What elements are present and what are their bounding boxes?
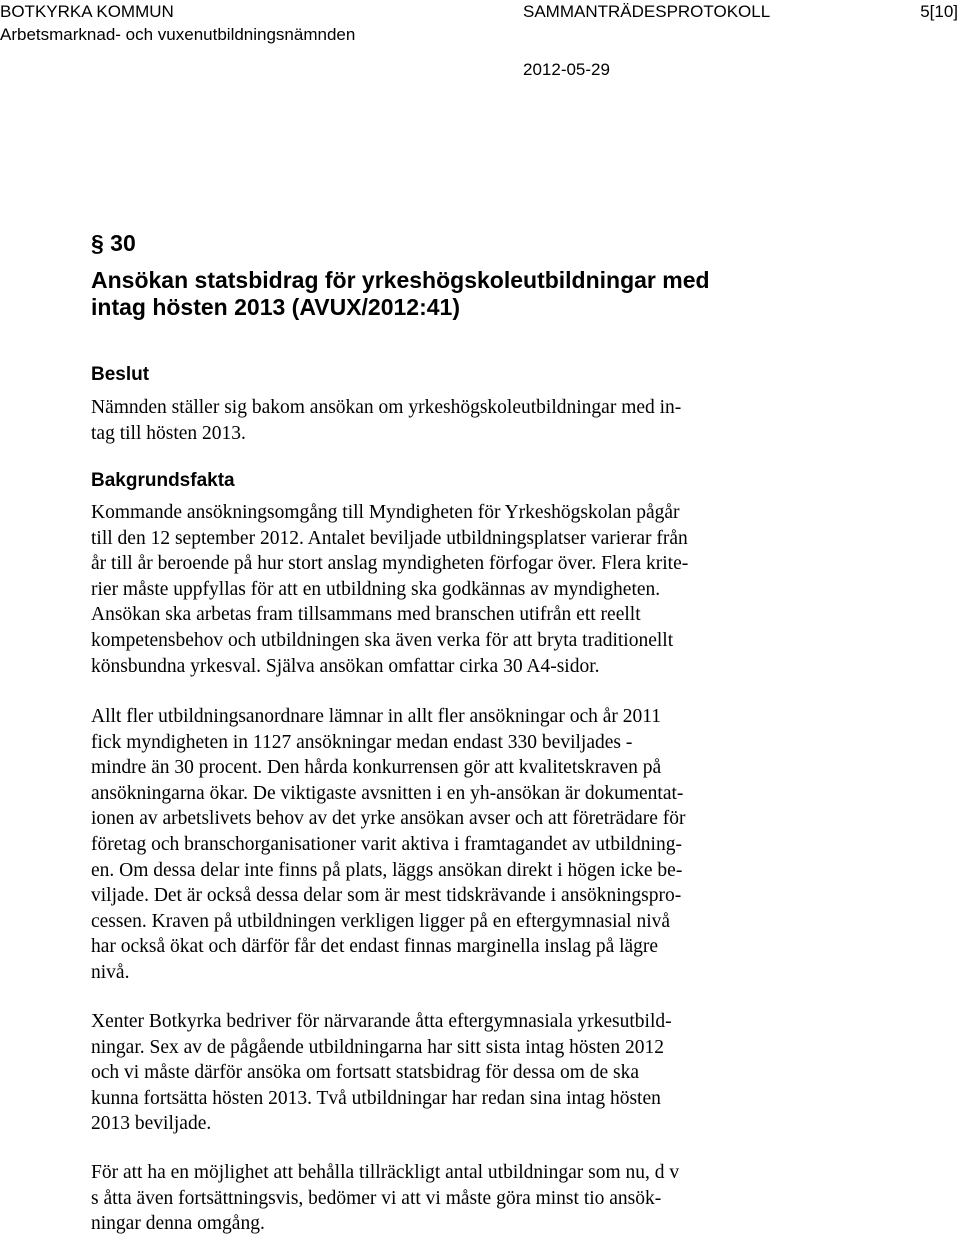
bakgrund-paragraph-3 bbox=[91, 1009, 921, 1137]
text-line: ionen av arbetslivets behov av det yrke ansökan avser och att företrädare för bbox=[91, 808, 686, 830]
text-line: och vi måste därför ansöka om fortsatt statsbidrag för dessa om de ska bbox=[91, 1062, 640, 1084]
text-line: mindre än 30 procent. Den hårda konkurrensen gör att kvalitetskraven på bbox=[91, 757, 662, 779]
text-line: tag till hösten 2013. bbox=[91, 422, 246, 444]
header-doc-type: SAMMANTRÄDESPROTOKOLL bbox=[523, 2, 771, 21]
text-line: har också ökat och därför får det endast finnas marginella inslag på lägre bbox=[91, 936, 659, 958]
bakgrund-paragraph-2 bbox=[91, 704, 921, 986]
text-line: fick myndigheten in 1127 ansökningar medan endast 330 beviljades - bbox=[91, 731, 633, 753]
section-title bbox=[91, 267, 710, 321]
text-line: 2013 beviljade. bbox=[91, 1113, 212, 1135]
text-line: företag och branschorganisationer varit aktiva i framtagandet av utbildning- bbox=[91, 833, 682, 855]
text-line: Xenter Botkyrka bedriver för närvarande åtta eftergymnasiala yrkesutbild- bbox=[91, 1011, 672, 1032]
text-line: till den 12 september 2012. Antalet beviljade utbildningsplatser varierar från bbox=[91, 527, 688, 549]
text-line: en. Om dessa delar inte finns på plats, läggs ansökan direkt i högen icke be- bbox=[91, 859, 683, 881]
text-line: Allt fler utbildningsanordnare lämnar in allt fler ansökningar och år 2011 bbox=[91, 706, 662, 727]
section-title-line: intag hösten 2013 (AVUX/2012:41) bbox=[91, 294, 460, 320]
text-line: könsbundna yrkesval. Själva ansökan omfattar cirka 30 A4-sidor. bbox=[91, 655, 600, 677]
header-committee: Arbetsmarknad- och vuxenutbildningsnämnden bbox=[0, 25, 356, 44]
text-line: rier måste uppfyllas för att en utbildning ska godkännas av myndigheten. bbox=[91, 578, 661, 600]
text-line: ningar. Sex av de pågående utbildningarna har sitt sista intag hösten 2012 bbox=[91, 1036, 664, 1058]
text-line: Nämnden ställer sig bakom ansökan om yrkeshögskoleutbildningar med in- bbox=[91, 397, 682, 418]
bakgrund-paragraph-1 bbox=[91, 500, 921, 679]
text-line: Ansökan ska arbetas fram tillsammans med branschen utifrån ett reellt bbox=[91, 604, 641, 626]
text-line: kompetensbehov och utbildningen ska även verka för att bryta traditionellt bbox=[91, 629, 674, 651]
section-title-line: Ansökan statsbidrag för yrkeshögskoleutbildningar med bbox=[91, 267, 710, 293]
text-line: år till år beroende på hur stort anslag myndigheten förfogar över. Flera krite- bbox=[91, 553, 689, 575]
text-line: nivå. bbox=[91, 961, 130, 983]
bakgrund-heading: Bakgrundsfakta bbox=[91, 470, 235, 491]
text-line: kunna fortsätta hösten 2013. Två utbildningar har redan sina intag hösten bbox=[91, 1087, 661, 1109]
header-org: BOTKYRKA KOMMUN bbox=[0, 2, 174, 21]
header-date: 2012-05-29 bbox=[523, 60, 610, 79]
text-line: s åtta även fortsättningsvis, bedömer vi att vi måste göra minst tio ansök- bbox=[91, 1187, 662, 1209]
bakgrund-paragraph-4 bbox=[91, 1160, 921, 1237]
text-line: För att ha en möjlighet att behålla tillräckligt antal utbildningar som nu, d v bbox=[91, 1162, 680, 1183]
section-number: § 30 bbox=[91, 230, 136, 256]
text-line: ningar denna omgång. bbox=[91, 1213, 265, 1235]
text-line: ansökningarna ökar. De viktigaste avsnitten i en yh-ansökan är dokumentat- bbox=[91, 782, 684, 804]
text-line: viljade. Det är också dessa delar som är mest tidskrävande i ansökningspro- bbox=[91, 885, 682, 907]
beslut-text bbox=[91, 395, 921, 446]
header-page-number: 5[10] bbox=[920, 2, 958, 21]
text-line: Kommande ansökningsomgång till Myndigheten för Yrkeshögskolan pågår bbox=[91, 502, 680, 523]
beslut-heading: Beslut bbox=[91, 364, 150, 385]
text-line: cessen. Kraven på utbildningen verkligen ligger på en eftergymnasial nivå bbox=[91, 910, 671, 932]
